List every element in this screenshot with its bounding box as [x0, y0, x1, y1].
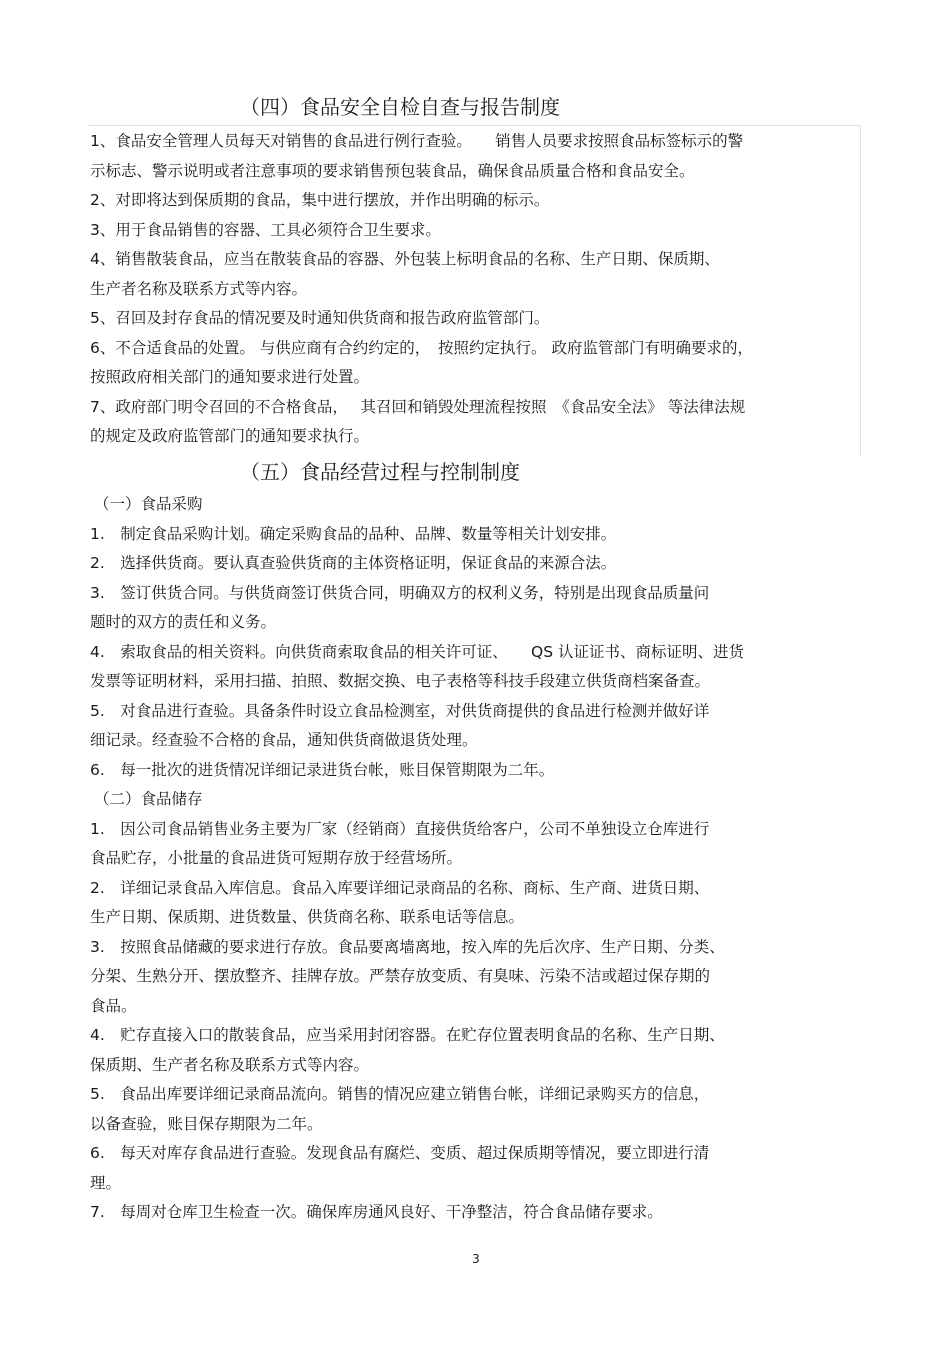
section-4-body — [90, 127, 860, 452]
text-line: 5. 食品出库要详细记录商品流向。销售的情况应建立销售台帐，详细记录购买方的信息， — [90, 1085, 710, 1103]
page-number: 3 — [472, 1252, 480, 1266]
section-4-title: （四）食品安全自检自查与报告制度 — [240, 95, 560, 119]
text-line: 生产者名称及联系方式等内容。 — [90, 279, 308, 298]
section-5-title: （五）食品经营过程与控制制度 — [240, 460, 520, 484]
text-line: 6、不合适食品的处置。 与供应商有合约约定的， 按照约定执行。 政府监管部门有明确要求的， — [90, 338, 753, 357]
text-line: 按照政府相关部门的通知要求进行处置。 — [90, 368, 370, 386]
text-line: 3、用于食品销售的容器、工具必须符合卫生要求。 — [90, 220, 441, 239]
text-line: 食品。 — [90, 996, 137, 1015]
text-line: 1. 制定食品采购计划。确定采购食品的品种、品牌、数量等相关计划安排。 — [90, 524, 617, 543]
text-line: 7. 每周对仓库卫生检查一次。确保库房通风良好、干净整洁，符合食品储存要求。 — [90, 1203, 663, 1221]
text-line: 分架、生熟分开、摆放整齐、挂牌存放。严禁存放变质、有臭味、污染不洁或超过保存期的 — [90, 967, 711, 985]
text-line: 5、召回及封存食品的情况要及时通知供货商和报告政府监管部门。 — [90, 309, 550, 327]
text-line: 2、对即将达到保质期的食品，集中进行摆放，并作出明确的标示。 — [90, 191, 550, 209]
text-line: 的规定及政府监管部门的通知要求执行。 — [90, 427, 370, 445]
text-line: 3. 签订供货合同。与供货商签订供货合同，明确双方的权利义务，特别是出现食品质量问 — [90, 583, 710, 602]
text-line: 细记录。经查验不合格的食品，通知供货商做退货处理。 — [90, 731, 478, 749]
text-line: 理。 — [90, 1173, 122, 1192]
text-line: 示标志、警示说明或者注意事项的要求销售预包装食品，确保食品质量合格和食品安全。 — [90, 161, 695, 180]
text-line: 1. 因公司食品销售业务主要为厂家（经销商）直接供货给客户，公司不单独设立仓库进行 — [90, 819, 710, 838]
subsection-heading-storage: （二）食品储存 — [94, 790, 203, 808]
text-line: 题时的双方的责任和义务。 — [90, 613, 277, 631]
text-line: 3. 按照食品储藏的要求进行存放。食品要离墙离地，按入库的先后次序、生产日期、分类、 — [90, 937, 725, 956]
text-line: 6. 每一批次的进货情况详细记录进货台帐，账目保管期限为二年。 — [90, 760, 555, 779]
text-line: 1、食品安全管理人员每天对销售的食品进行例行查验。 销售人员要求按照食品标签标示的警 — [90, 132, 744, 150]
text-line: 4. 贮存直接入口的散装食品，应当采用封闭容器。在贮存位置表明食品的名称、生产日期、 — [90, 1026, 725, 1044]
text-line: 食品贮存，小批量的食品进货可短期存放于经营场所。 — [90, 849, 463, 867]
text-line: 生产日期、保质期、进货数量、供货商名称、联系电话等信息。 — [90, 908, 525, 926]
text-line: 7、政府部门明令召回的不合格食品， 其召回和销毁处理流程按照 《食品安全法》 等法律法规 — [90, 397, 746, 416]
text-line: 2. 详细记录食品入库信息。食品入库要详细记录商品的名称、商标、生产商、进货日期、 — [90, 878, 710, 897]
text-line: 2. 选择供货商。要认真查验供货商的主体资格证明，保证食品的来源合法。 — [90, 554, 617, 572]
section-5-body — [90, 490, 860, 1228]
text-line: 保质期、生产者名称及联系方式等内容。 — [90, 1055, 370, 1074]
text-line: 4. 索取食品的相关资料。向供货商索取食品的相关许可证、 QS 认证证书、商标证明、进货 — [90, 642, 745, 661]
text-line: 6. 每天对库存食品进行查验。发现食品有腐烂、变质、超过保质期等情况，要立即进行清 — [90, 1144, 710, 1162]
text-line: 5. 对食品进行查验。具备条件时设立食品检测室，对供货商提供的食品进行检测并做好详 — [90, 701, 710, 720]
text-line: 发票等证明材料，采用扫描、拍照、数据交换、电子表格等科技手段建立供货商档案备查。 — [90, 672, 711, 690]
text-line: 以备查验，账目保存期限为二年。 — [90, 1114, 323, 1133]
text-line: 4、销售散装食品，应当在散装食品的容器、外包装上标明食品的名称、生产日期、保质期、 — [90, 250, 720, 268]
subsection-heading-procurement: （一）食品采购 — [94, 495, 203, 513]
